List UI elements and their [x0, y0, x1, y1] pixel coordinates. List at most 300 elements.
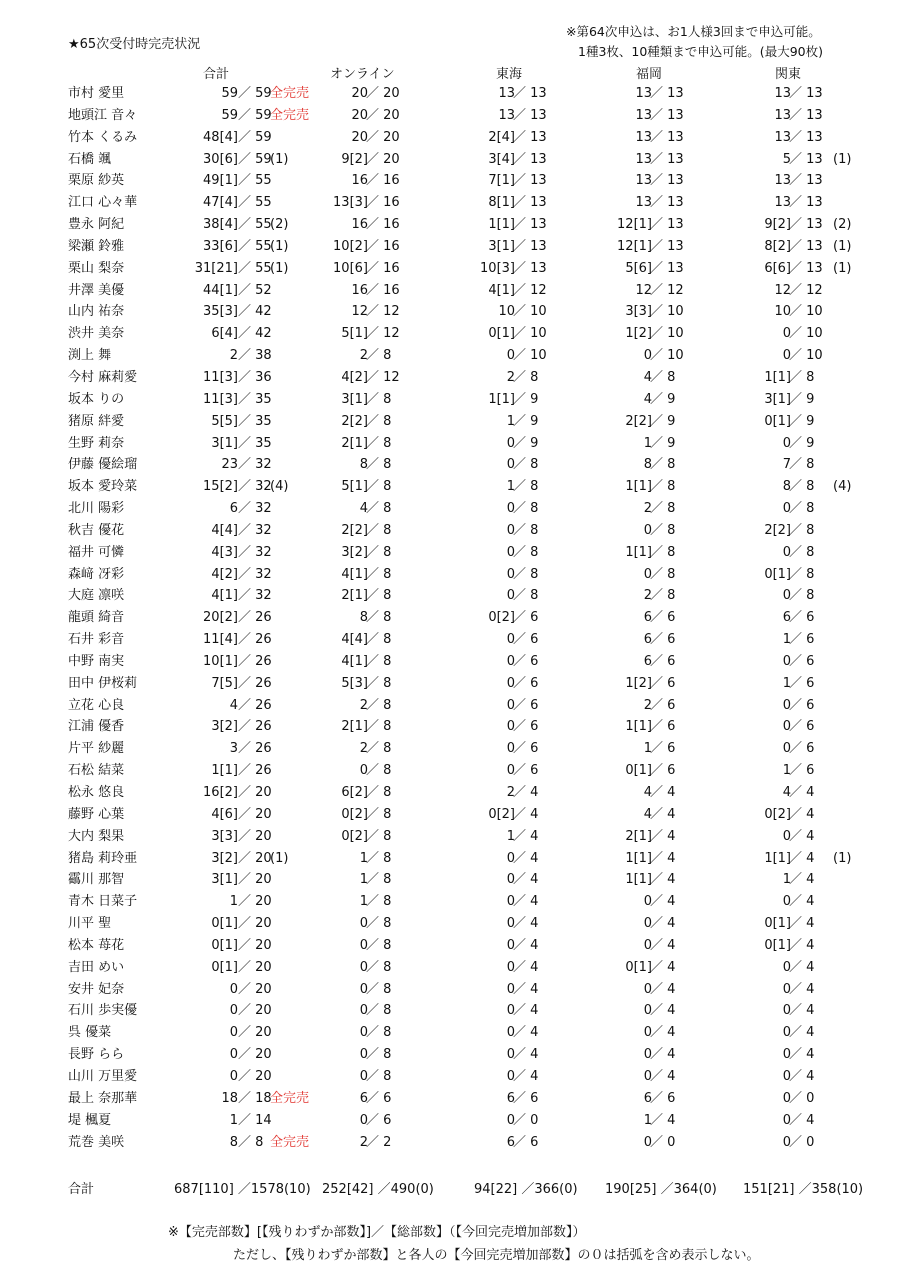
page-title: ★65次受付時完売状況	[68, 37, 201, 52]
tokai-sold: 4[1]	[488, 282, 515, 298]
total-sold: 7[5]	[211, 675, 238, 691]
online-count: ／ 16	[366, 282, 400, 298]
kanto-sold: 8	[782, 479, 791, 495]
kanto-sold: 0	[782, 653, 791, 669]
member-name: 猪原 絆愛	[68, 413, 125, 429]
online-count: ／ 8	[366, 741, 392, 757]
tokai-count: ／ 4	[513, 785, 539, 800]
member-name: 市村 愛里	[68, 86, 125, 101]
tokai-count: ／ 8	[513, 588, 539, 604]
total-count: ／ 59	[238, 151, 272, 167]
tokai-count: ／ 9	[513, 435, 539, 451]
total-count: ／ 26	[238, 719, 272, 735]
fukuoka-count: ／ 4	[650, 916, 676, 932]
tokai-count: ／ 13	[513, 151, 547, 167]
total-sold: 2	[229, 348, 238, 364]
kanto-count: ／ 13	[789, 86, 823, 101]
online-sold: 10[2]	[333, 238, 368, 254]
total-sold: 3[2]	[211, 719, 238, 735]
fukuoka-count: ／ 4	[650, 1112, 676, 1128]
tokai-count: ／ 4	[513, 828, 539, 844]
kanto-sold: 7	[782, 457, 791, 473]
total-count: ／ 36	[238, 369, 272, 385]
online-sold: 4[2]	[341, 369, 368, 385]
tokai-sold: 1	[506, 479, 515, 495]
fukuoka-count: ／ 8	[650, 566, 676, 582]
online-count: ／ 6	[366, 1090, 392, 1106]
fukuoka-count: ／ 8	[650, 369, 676, 385]
fukuoka-count: ／ 10	[650, 304, 684, 320]
kanto-sold: 0	[782, 1003, 791, 1019]
kanto-sold: 0	[782, 697, 791, 713]
tokai-sold: 6	[506, 1090, 515, 1106]
tokai-count: ／ 13	[513, 217, 547, 233]
kanto-sold: 0	[782, 348, 791, 364]
tokai-sold: 0	[506, 763, 515, 779]
total-sold: 48[4]	[203, 129, 238, 145]
total-note: (2)	[270, 217, 289, 233]
table-row	[0, 498, 905, 520]
tokai-sold: 0	[506, 741, 515, 757]
kanto-count: ／ 4	[789, 806, 815, 822]
fukuoka-sold: 1[1]	[625, 850, 652, 866]
kanto-sold: 0	[782, 959, 791, 975]
fukuoka-sold: 0	[643, 1047, 652, 1063]
online-count: ／ 8	[366, 544, 392, 560]
fukuoka-count: ／ 4	[650, 828, 676, 844]
tokai-count: ／ 8	[513, 479, 539, 495]
fukuoka-sold: 13	[635, 195, 652, 211]
fukuoka-count: ／ 6	[650, 675, 676, 691]
kanto-sold: 4	[782, 785, 791, 800]
tokai-sold: 0	[506, 588, 515, 604]
fukuoka-sold: 0	[643, 1068, 652, 1084]
fukuoka-sold: 2	[643, 501, 652, 517]
kanto-sold: 1	[782, 763, 791, 779]
fukuoka-sold: 0	[643, 916, 652, 932]
tokai-count: ／ 6	[513, 741, 539, 757]
member-name: 吉田 めい	[68, 959, 125, 975]
member-name: 荒巻 美咲	[68, 1134, 125, 1150]
member-name: 石井 彩音	[68, 632, 125, 648]
kanto-sold: 10	[774, 304, 791, 320]
online-count: ／ 12	[366, 304, 400, 320]
tokai-sold: 0[1]	[488, 326, 515, 342]
total-sold: 11[4]	[203, 632, 238, 648]
kanto-sold: 0	[782, 544, 791, 560]
table-row	[0, 1132, 905, 1154]
member-name: 栗原 紗英	[68, 173, 125, 189]
fukuoka-sold: 0	[643, 981, 652, 997]
total-count: ／ 20	[238, 916, 272, 932]
tokai-sold: 7[1]	[488, 173, 515, 189]
online-count: ／ 20	[366, 129, 400, 145]
total-count: ／ 8	[238, 1134, 264, 1150]
header-fukuoka: 福岡	[636, 67, 663, 82]
tokai-count: ／ 4	[513, 850, 539, 866]
tokai-sold: 0	[506, 959, 515, 975]
total-sold: 1	[229, 1112, 238, 1128]
total-note: 全完売	[270, 86, 310, 101]
fukuoka-sold: 4	[643, 785, 652, 800]
total-note: 全完売	[270, 1134, 310, 1150]
fukuoka-sold: 2	[643, 697, 652, 713]
online-count: ／ 8	[366, 675, 392, 691]
online-sold: 2[2]	[341, 522, 368, 538]
kanto-count: ／ 8	[789, 369, 815, 385]
kanto-count: ／ 8	[789, 457, 815, 473]
kanto-sold: 0	[782, 1047, 791, 1063]
tokai-count: ／ 8	[513, 501, 539, 517]
total-count: ／ 55	[238, 217, 272, 233]
table-row	[0, 695, 905, 717]
online-sold: 0	[359, 959, 368, 975]
online-sold: 2	[359, 741, 368, 757]
fukuoka-count: ／ 8	[650, 501, 676, 517]
total-count: ／ 35	[238, 391, 272, 407]
kanto-sold: 3[1]	[764, 391, 791, 407]
tokai-count: ／ 8	[513, 522, 539, 538]
kanto-count: ／ 4	[789, 1112, 815, 1128]
header-tokai: 東海	[496, 67, 523, 82]
fukuoka-count: ／ 6	[650, 697, 676, 713]
total-count: ／ 20	[238, 1047, 272, 1063]
total-sold: 3	[229, 741, 238, 757]
fukuoka-sold: 6	[643, 610, 652, 626]
kanto-count: ／ 4	[789, 1003, 815, 1019]
header-total: 合計	[203, 67, 230, 82]
kanto-sold: 1[1]	[764, 369, 791, 385]
kanto-sold: 0	[782, 326, 791, 342]
table-row	[0, 564, 905, 586]
online-sold: 1	[359, 872, 368, 888]
total-count: ／ 20	[238, 959, 272, 975]
fukuoka-sold: 1	[643, 741, 652, 757]
total-count: ／ 20	[238, 872, 272, 888]
fukuoka-sold: 0	[643, 1134, 652, 1150]
total-count: ／ 55	[238, 195, 272, 211]
tokai-sold: 13	[498, 86, 515, 101]
member-name: 青木 日菜子	[68, 894, 138, 910]
online-sold: 2[2]	[341, 413, 368, 429]
member-name: 龍頭 綺音	[68, 610, 125, 626]
total-sold: 18	[221, 1090, 238, 1106]
fukuoka-count: ／ 8	[650, 588, 676, 604]
online-sold: 20	[351, 107, 368, 123]
tokai-sold: 3[1]	[488, 238, 515, 254]
online-sold: 8	[359, 610, 368, 626]
member-name: 石橋 颯	[68, 151, 112, 167]
total-sold: 3[1]	[211, 435, 238, 451]
kanto-sold: 2[2]	[764, 522, 791, 538]
kanto-count: ／ 13	[789, 173, 823, 189]
member-name: 片平 紗麗	[68, 741, 125, 757]
fukuoka-sold: 1[1]	[625, 719, 652, 735]
online-count: ／ 16	[366, 238, 400, 254]
tokai-sold: 0[2]	[488, 806, 515, 822]
member-name: 猪島 莉玲亜	[68, 850, 138, 866]
tokai-count: ／ 13	[513, 195, 547, 211]
tokai-sold: 0	[506, 501, 515, 517]
tokai-count: ／ 6	[513, 653, 539, 669]
tokai-sold: 2[4]	[488, 129, 515, 145]
total-sold: 3[2]	[211, 850, 238, 866]
kanto-sold: 0	[782, 435, 791, 451]
table-row	[0, 280, 905, 302]
total-count: ／ 55	[238, 173, 272, 189]
table-row	[0, 1044, 905, 1066]
fukuoka-sold: 12	[635, 282, 652, 298]
tokai-sold: 0	[506, 457, 515, 473]
total-sold: 4[3]	[211, 544, 238, 560]
kanto-count: ／ 13	[789, 129, 823, 145]
online-sold: 4[1]	[341, 653, 368, 669]
tokai-count: ／ 4	[513, 1025, 539, 1041]
table-row	[0, 869, 905, 891]
total-sold: 8	[229, 1134, 238, 1150]
member-name: 大庭 凛咲	[68, 588, 125, 604]
total-sold: 11[3]	[203, 391, 238, 407]
kanto-count: ／ 4	[789, 937, 815, 953]
online-sold: 0[2]	[341, 806, 368, 822]
footnote-legend: ※【完売部数】[【残りわずか部数】]／【総部数】（【今回完売増加部数】）	[168, 1225, 586, 1240]
member-name: 渕上 舞	[68, 348, 112, 364]
total-count: ／ 35	[238, 435, 272, 451]
member-name: 江口 心々華	[68, 195, 138, 211]
fukuoka-count: ／ 6	[650, 719, 676, 735]
fukuoka-sold: 1[2]	[625, 326, 652, 342]
fukuoka-count: ／ 9	[650, 413, 676, 429]
table-row	[0, 935, 905, 957]
online-sold: 5[1]	[341, 326, 368, 342]
tokai-count: ／ 4	[513, 1068, 539, 1084]
total-count: ／ 42	[238, 326, 272, 342]
total-sold: 4	[229, 697, 238, 713]
kanto-sold: 1[1]	[764, 850, 791, 866]
online-count: ／ 20	[366, 107, 400, 123]
table-row	[0, 1088, 905, 1110]
table-row	[0, 411, 905, 433]
online-count: ／ 16	[366, 260, 400, 276]
tokai-sold: 10	[498, 304, 515, 320]
tokai-count: ／ 0	[513, 1112, 539, 1128]
fukuoka-count: ／ 6	[650, 610, 676, 626]
total-note: (4)	[270, 479, 289, 495]
member-name: 大内 梨果	[68, 828, 125, 844]
kanto-sold: 0	[782, 1025, 791, 1041]
online-count: ／ 12	[366, 326, 400, 342]
member-name: 松永 悠良	[68, 785, 125, 800]
member-name: 生野 莉奈	[68, 435, 125, 451]
kanto-sold: 0	[782, 1068, 791, 1084]
table-row	[0, 127, 905, 149]
kanto-count: ／ 13	[789, 238, 823, 254]
fukuoka-count: ／ 10	[650, 348, 684, 364]
kanto-count: ／ 8	[789, 479, 815, 495]
tokai-sold: 1	[506, 413, 515, 429]
total-sold: 20[2]	[203, 610, 238, 626]
tokai-count: ／ 4	[513, 959, 539, 975]
table-row	[0, 651, 905, 673]
member-name: 渋井 美奈	[68, 326, 125, 342]
table-row	[0, 673, 905, 695]
kanto-sold: 9[2]	[764, 217, 791, 233]
online-count: ／ 6	[366, 1112, 392, 1128]
fukuoka-count: ／ 6	[650, 653, 676, 669]
online-count: ／ 8	[366, 1047, 392, 1063]
tokai-sold: 10[3]	[480, 260, 515, 276]
kanto-note: (4)	[833, 479, 852, 495]
total-sold: 1[1]	[211, 763, 238, 779]
total-sold: 38[4]	[203, 217, 238, 233]
kanto-count: ／ 10	[789, 326, 823, 342]
online-sold: 0	[359, 1068, 368, 1084]
online-sold: 20	[351, 86, 368, 101]
kanto-count: ／ 8	[789, 588, 815, 604]
table-row	[0, 891, 905, 913]
kanto-count: ／ 13	[789, 217, 823, 233]
total-count: ／ 32	[238, 479, 272, 495]
total-sold: 0	[229, 1003, 238, 1019]
fukuoka-sold: 0[1]	[625, 959, 652, 975]
total-count: ／ 26	[238, 763, 272, 779]
fukuoka-count: ／ 4	[650, 1047, 676, 1063]
fukuoka-sold: 3[3]	[625, 304, 652, 320]
member-name: 最上 奈那華	[68, 1090, 138, 1106]
kanto-count: ／ 4	[789, 894, 815, 910]
fukuoka-sold: 13	[635, 107, 652, 123]
member-name: 堤 楓夏	[68, 1112, 112, 1128]
total-count: ／ 32	[238, 522, 272, 538]
fukuoka-count: ／ 12	[650, 282, 684, 298]
total-sold: 3[3]	[211, 828, 238, 844]
kanto-count: ／ 4	[789, 959, 815, 975]
total-sold: 59	[221, 107, 238, 123]
tokai-sold: 6	[506, 1134, 515, 1150]
table-row	[0, 301, 905, 323]
total-count: ／ 20	[238, 785, 272, 800]
online-count: ／ 8	[366, 916, 392, 932]
tokai-count: ／ 6	[513, 632, 539, 648]
table-row	[0, 585, 905, 607]
tokai-sold: 0	[506, 850, 515, 866]
tokai-count: ／ 10	[513, 304, 547, 320]
fukuoka-count: ／ 9	[650, 435, 676, 451]
fukuoka-sold: 1[1]	[625, 872, 652, 888]
total-count: ／ 59	[238, 129, 272, 145]
online-count: ／ 20	[366, 86, 400, 101]
kanto-count: ／ 8	[789, 566, 815, 582]
kanto-sold: 0[1]	[764, 566, 791, 582]
online-count: ／ 8	[366, 697, 392, 713]
summary-fukuoka: 190[25] ／364(0)	[605, 1182, 717, 1197]
total-note: (1)	[270, 260, 289, 276]
summary-total: 687[110] ／1578(10)	[174, 1182, 311, 1197]
member-name: 井澤 美優	[68, 282, 125, 298]
footnote-caveat: ただし、【残りわずか部数】と各人の【今回完売増加部数】の０は括弧を含め表示しない。	[233, 1248, 760, 1263]
fukuoka-sold: 6	[643, 1090, 652, 1106]
kanto-sold: 0	[782, 1134, 791, 1150]
table-row	[0, 913, 905, 935]
fukuoka-sold: 1[1]	[625, 544, 652, 560]
table-row	[0, 1022, 905, 1044]
online-sold: 0	[359, 937, 368, 953]
total-count: ／ 20	[238, 850, 272, 866]
kanto-count: ／ 13	[789, 195, 823, 211]
fukuoka-count: ／ 13	[650, 217, 684, 233]
fukuoka-sold: 4	[643, 806, 652, 822]
table-row	[0, 105, 905, 127]
total-sold: 0	[229, 1047, 238, 1063]
tokai-sold: 0	[506, 1068, 515, 1084]
total-sold: 49[1]	[203, 173, 238, 189]
total-sold: 6	[229, 501, 238, 517]
kanto-sold: 12	[774, 282, 791, 298]
tokai-count: ／ 6	[513, 719, 539, 735]
online-sold: 0	[359, 916, 368, 932]
online-count: ／ 8	[366, 413, 392, 429]
kanto-note: (1)	[833, 260, 852, 276]
member-name: 栗山 梨奈	[68, 260, 125, 276]
fukuoka-count: ／ 10	[650, 326, 684, 342]
member-name: 安井 妃奈	[68, 981, 125, 997]
fukuoka-count: ／ 4	[650, 981, 676, 997]
fukuoka-count: ／ 4	[650, 785, 676, 800]
total-sold: 4[1]	[211, 588, 238, 604]
kanto-sold: 0	[782, 741, 791, 757]
online-count: ／ 8	[366, 632, 392, 648]
member-name: 地頭江 音々	[68, 107, 138, 123]
online-count: ／ 8	[366, 719, 392, 735]
table-row	[0, 520, 905, 542]
fukuoka-count: ／ 8	[650, 544, 676, 560]
member-name: 森﨑 冴彩	[68, 566, 125, 582]
member-name: 田中 伊桜莉	[68, 675, 138, 691]
kanto-sold: 0	[782, 588, 791, 604]
kanto-sold: 6[6]	[764, 260, 791, 276]
member-name: 秋吉 優花	[68, 522, 125, 538]
tokai-count: ／ 6	[513, 610, 539, 626]
kanto-sold: 0	[782, 1090, 791, 1106]
fukuoka-sold: 13	[635, 173, 652, 189]
online-sold: 2	[359, 697, 368, 713]
kanto-count: ／ 9	[789, 391, 815, 407]
online-count: ／ 8	[366, 894, 392, 910]
online-count: ／ 8	[366, 785, 392, 800]
online-count: ／ 8	[366, 435, 392, 451]
tokai-sold: 1	[506, 828, 515, 844]
tokai-count: ／ 10	[513, 326, 547, 342]
fukuoka-count: ／ 4	[650, 959, 676, 975]
online-count: ／ 8	[366, 981, 392, 997]
table-row	[0, 957, 905, 979]
fukuoka-sold: 5[6]	[625, 260, 652, 276]
total-count: ／ 18	[238, 1090, 272, 1106]
member-name: 坂本 愛玲菜	[68, 479, 138, 495]
tokai-sold: 0	[506, 1003, 515, 1019]
online-sold: 8	[359, 457, 368, 473]
fukuoka-sold: 6	[643, 632, 652, 648]
kanto-count: ／ 8	[789, 522, 815, 538]
online-sold: 4	[359, 501, 368, 517]
total-count: ／ 55	[238, 238, 272, 254]
table-row	[0, 1066, 905, 1088]
fukuoka-count: ／ 6	[650, 741, 676, 757]
online-sold: 2[1]	[341, 719, 368, 735]
online-sold: 1	[359, 894, 368, 910]
online-sold: 1	[359, 850, 368, 866]
tokai-sold: 0	[506, 435, 515, 451]
